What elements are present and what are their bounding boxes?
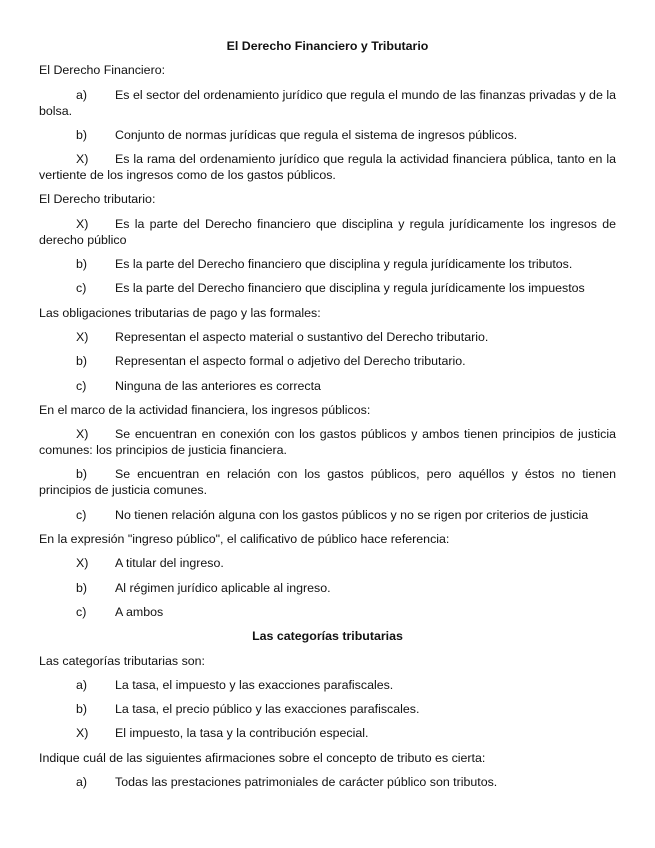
option-letter: b) [76, 354, 88, 369]
option-text: Se encuentran en relación con los gastos públicos, pero aquéllos y éstos no tienen principios de justicia comunes. [39, 467, 616, 498]
section-title: Las categorías tributarias [252, 629, 403, 644]
question-text: Las categorías tributarias son: [39, 653, 205, 668]
option-text: Es la rama del ordenamiento jurídico que regula la actividad financiera pública, tanto en la vertiente de los ingresos como de los gastos públicos. [39, 152, 616, 183]
question-text: El Derecho tributario: [39, 192, 156, 207]
option-letter: X) [76, 152, 89, 167]
option-text: La tasa, el precio público y las exacciones parafiscales. [115, 702, 420, 717]
answer-option [39, 677, 616, 693]
document-page [39, 38, 616, 798]
option-letter: c) [76, 378, 87, 393]
question-text: Indique cuál de las siguientes afirmaciones sobre el concepto de tributo es cierta: [39, 750, 486, 765]
option-letter: a) [76, 775, 88, 790]
answer-option [39, 426, 616, 458]
option-letter: c) [76, 281, 87, 296]
answer-option [39, 353, 616, 369]
option-letter: c) [76, 507, 87, 522]
answer-option [39, 466, 616, 498]
option-text: El impuesto, la tasa y la contribución especial. [115, 726, 369, 741]
option-text: Representan el aspecto formal o adjetivo del Derecho tributario. [115, 354, 466, 369]
option-letter: X) [76, 726, 89, 741]
answer-option [39, 555, 616, 571]
option-letter: X) [76, 556, 89, 571]
answer-option [39, 580, 616, 596]
question-text: Las obligaciones tributarias de pago y las formales: [39, 305, 321, 320]
option-text: A ambos [115, 604, 164, 619]
answer-option [39, 378, 616, 394]
option-text: No tienen relación alguna con los gastos públicos y no se rigen por criterios de justicia [115, 507, 589, 522]
answer-option [39, 604, 616, 620]
option-letter: X) [76, 216, 89, 231]
answer-option [39, 216, 616, 248]
option-text: Al régimen jurídico aplicable al ingreso. [115, 580, 331, 595]
question-text: En la expresión "ingreso público", el calificativo de público hace referencia: [39, 532, 450, 547]
answer-option [39, 329, 616, 345]
option-letter: b) [76, 467, 88, 482]
option-text: Es la parte del Derecho financiero que disciplina y regula jurídicamente los impuestos [115, 281, 585, 296]
option-letter: a) [76, 677, 88, 692]
answer-option [39, 507, 616, 523]
answer-option [39, 127, 616, 143]
option-text: Representan el aspecto material o sustantivo del Derecho tributario. [115, 329, 489, 344]
answer-option [39, 725, 616, 741]
option-letter: b) [76, 702, 88, 717]
answer-option [39, 256, 616, 272]
option-letter: c) [76, 604, 87, 619]
answer-option [39, 701, 616, 717]
option-text: A titular del ingreso. [115, 556, 224, 571]
section-title: El Derecho Financiero y Tributario [226, 39, 429, 53]
answer-option [39, 280, 616, 296]
question-text: El Derecho Financiero: [39, 63, 166, 78]
option-text: Se encuentran en conexión con los gastos públicos y ambos tienen principios de justicia comunes: los principios de justicia financiera. [39, 427, 616, 458]
option-text: Ninguna de las anteriores es correcta [115, 378, 321, 393]
answer-option [39, 151, 616, 183]
option-text: Todas las prestaciones patrimoniales de carácter público son tributos. [115, 775, 498, 790]
option-text: Es la parte del Derecho financiero que disciplina y regula jurídicamente los tributos. [115, 257, 573, 272]
option-text: Es el sector del ordenamiento jurídico que regula el mundo de las finanzas privadas y de la bolsa. [39, 87, 616, 118]
option-text: Es la parte del Derecho financiero que disciplina y regula jurídicamente los ingresos de derecho público [39, 216, 616, 247]
option-letter: a) [76, 87, 88, 102]
option-letter: b) [76, 127, 88, 142]
option-letter: X) [76, 329, 89, 344]
answer-option [39, 87, 616, 119]
option-letter: b) [76, 580, 88, 595]
answer-option [39, 774, 616, 790]
option-letter: X) [76, 427, 89, 442]
option-letter: b) [76, 257, 88, 272]
option-text: La tasa, el impuesto y las exacciones parafiscales. [115, 677, 394, 692]
question-text: En el marco de la actividad financiera, los ingresos públicos: [39, 402, 371, 417]
option-text: Conjunto de normas jurídicas que regula el sistema de ingresos públicos. [115, 127, 518, 142]
